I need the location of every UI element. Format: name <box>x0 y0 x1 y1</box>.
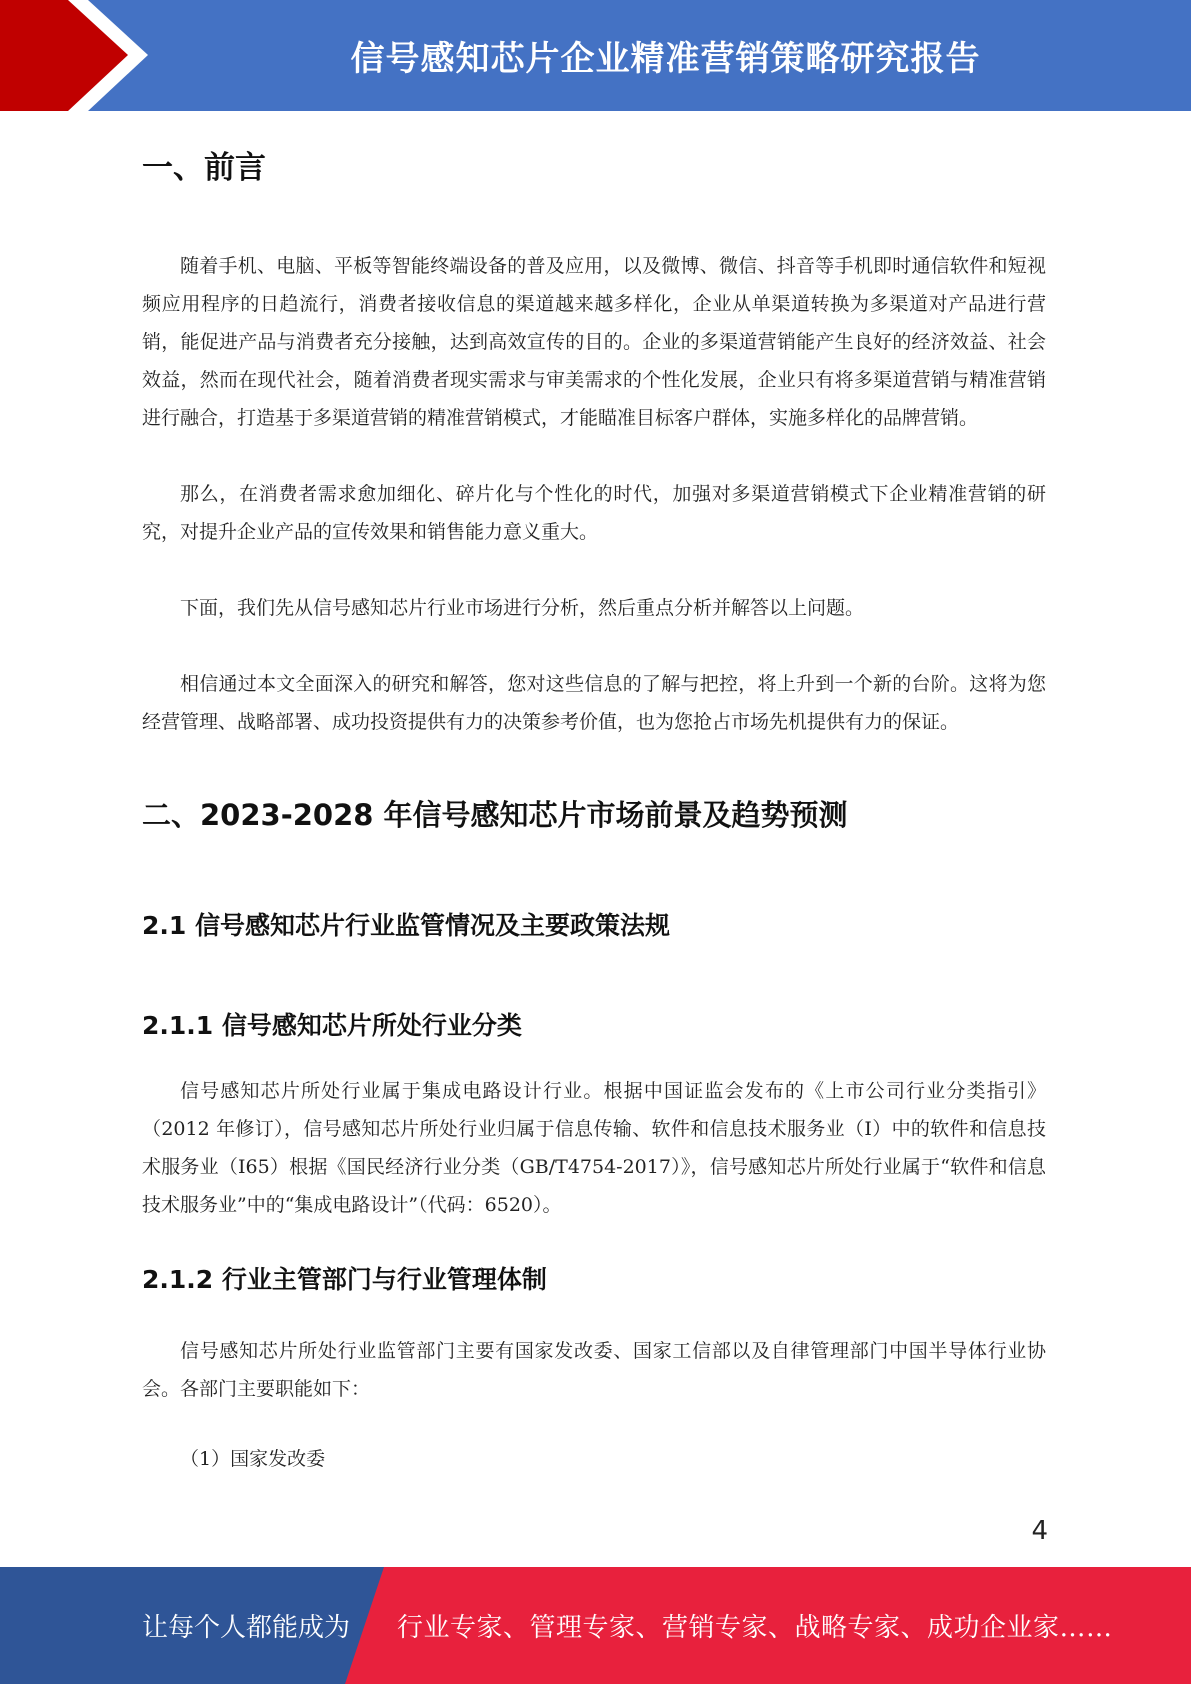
report-footer <box>0 1567 1191 1684</box>
section-2-1-2-heading: 2.1.2 行业主管部门与行业管理体制 <box>142 1265 547 1294</box>
preface-heading: 一、前言 <box>142 150 266 186</box>
report-title: 信号感知芯片企业精准营销策略研究报告 <box>350 39 981 79</box>
section-2-1-1-heading: 2.1.1 信号感知芯片所处行业分类 <box>142 1011 522 1040</box>
section-2-1-1-paragraph: 信号感知芯片所处行业属于集成电路设计行业。根据中国证监会发布的《上市公司行业分类指引》（2012 年修订），信号感知芯片所处行业归属于信息传输、软件和信息技术服务业（I）中的软件和信息技术服务业（I65）根据《国民经济行业分类（GB/T4754-2017）》，信号感知芯片所处行业属于“软件和信息技术服务业”中的“集成电路设计”（代码：6520）。 <box>142 1080 1046 1216</box>
preface-paragraph: 那么，在消费者需求愈加细化、碎片化与个性化的时代，加强对多渠道营销模式下企业精准营销的研究，对提升企业产品的宣传效果和销售能力意义重大。 <box>142 483 1046 543</box>
forecast-heading: 二、2023-2028 年信号感知芯片市场前景及趋势预测 <box>142 798 848 832</box>
footer-slogan-left: 让每个人都能成为 <box>142 1613 351 1643</box>
page-content <box>142 130 1046 1478</box>
header-chevron-decoration <box>0 0 160 111</box>
preface-paragraph: 下面，我们先从信号感知芯片行业市场进行分析，然后重点分析并解答以上问题。 <box>180 597 865 619</box>
report-header <box>0 0 1191 111</box>
section-2-1-heading: 2.1 信号感知芯片行业监管情况及主要政策法规 <box>142 911 670 940</box>
section-2-1-2-paragraph: 信号感知芯片所处行业监管部门主要有国家发改委、国家工信部以及自律管理部门中国半导体行业协会。各部门主要职能如下： <box>142 1340 1046 1400</box>
list-item: （1）国家发改委 <box>180 1448 326 1470</box>
preface-paragraph: 随着手机、电脑、平板等智能终端设备的普及应用，以及微博、微信、抖音等手机即时通信软件和短视频应用程序的日趋流行，消费者接收信息的渠道越来越多样化，企业从单渠道转换为多渠道对产品进行营销，能促进产品与消费者充分接触，达到高效宣传的目的。企业的多渠道营销能产生良好的经济效益、社会效益，然而在现代社会，随着消费者现实需求与审美需求的个性化发展，企业只有将多渠道营销与精准营销进行融合，打造基于多渠道营销的精准营销模式，才能瞄准目标客户群体，实施多样化的品牌营销。 <box>142 255 1046 429</box>
preface-paragraph: 相信通过本文全面深入的研究和解答，您对这些信息的了解与把控，将上升到一个新的台阶。这将为您经营管理、战略部署、成功投资提供有力的决策参考价值，也为您抢占市场先机提供有力的保证。 <box>142 673 1046 733</box>
page-number: 4 <box>1031 1516 1048 1546</box>
footer-slogan-right: 行业专家、管理专家、营销专家、战略专家、成功企业家…… <box>397 1613 1113 1643</box>
